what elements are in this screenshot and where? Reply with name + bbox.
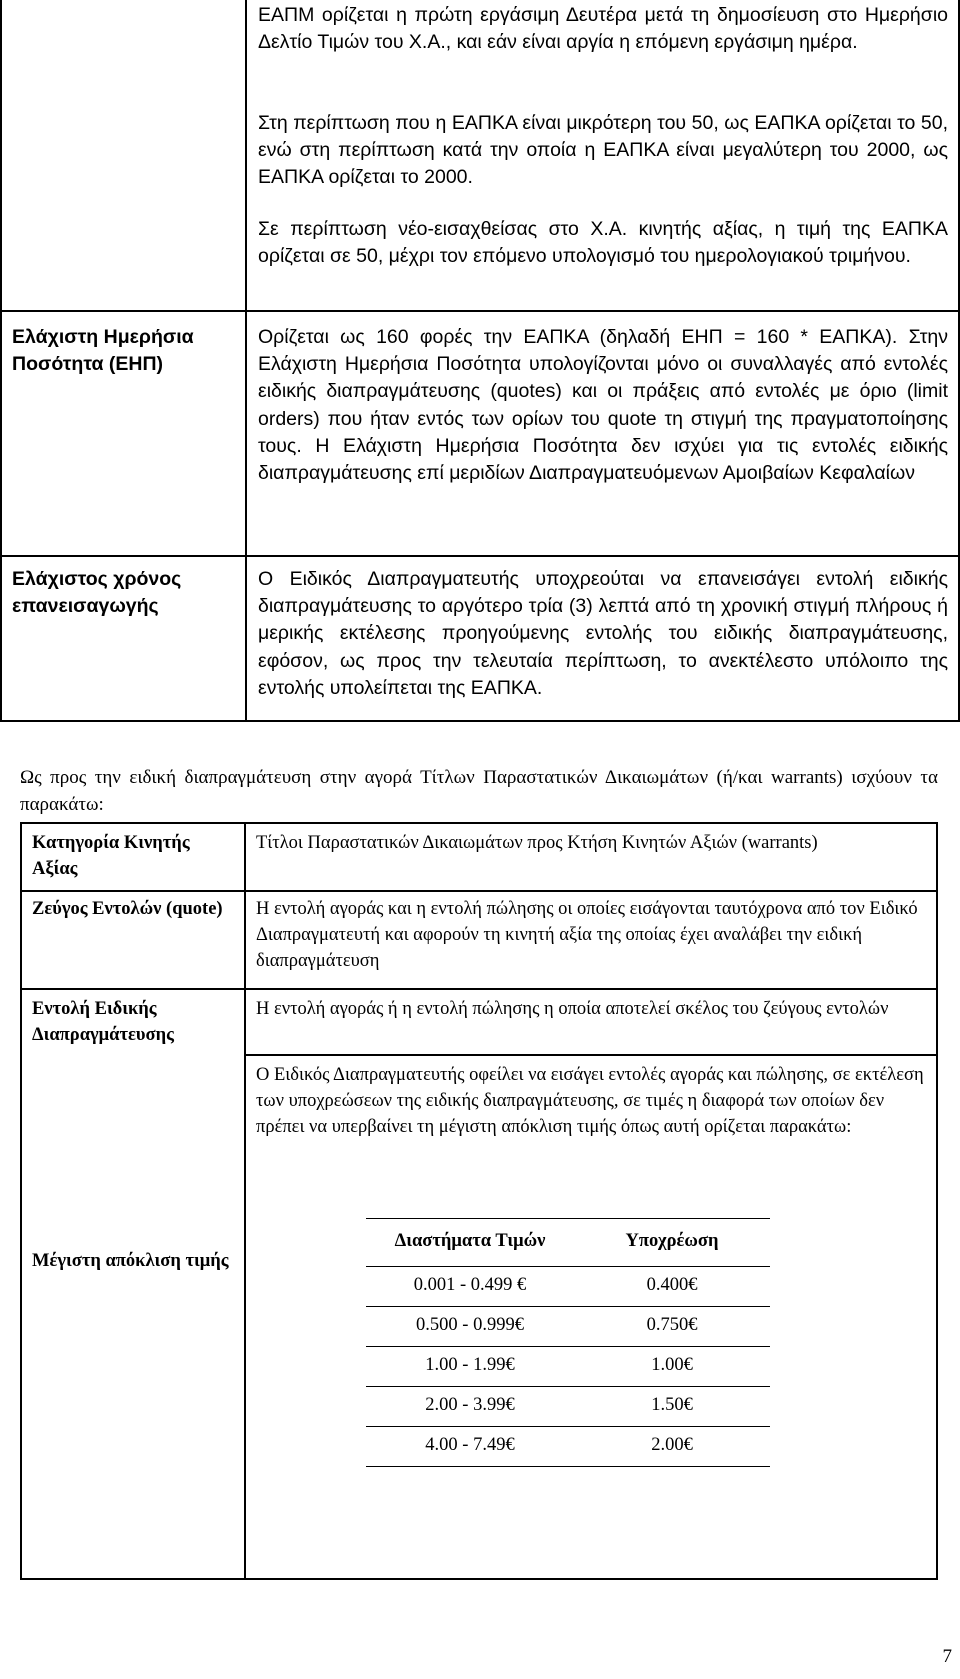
table-2-row-divider [20,890,938,892]
price-range-cell: 0.500 - 0.999€ [416,1315,524,1335]
inner-table-row-divider [366,1346,770,1347]
inner-table-row-divider [366,1426,770,1427]
max-price-deviation-text: Ο Ειδικός Διαπραγματευτής οφείλει να εισάγει εντολές αγοράς και πώλησης, σε εκτέλεση των υποχρεώσεων της ειδικής διαπραγμάτευσης, σε τιμές η διαφορά των οποίων δεν πρέπει να υπερβαίνει τη μέγιστη απόκλιση τιμής όπως αυτή ορίζεται παρακάτω: [256,1065,924,1137]
obligation-cell: 0.750€ [646,1315,698,1335]
price-range-cell: 1.00 - 1.99€ [425,1355,515,1375]
row-label-quote: Ζεύγος Εντολών (quote) [32,899,223,919]
quote-text: Η εντολή αγοράς και η εντολή πώλησης οι οποίες εισάγονται ταυτόχρονα από τον Ειδικό Διαπραγματευτή και αφορούν τη κινητή αξία της οποίας έχει αναλάβει την ειδική διαπραγμάτευση [256,899,918,971]
row-label-special-order: Εντολή Ειδικής Διαπραγμάτευσης [32,999,174,1045]
inner-table-row-divider [366,1306,770,1307]
price-range-cell: 0.001 - 0.499 € [413,1275,527,1295]
price-range-cell: 4.00 - 7.49€ [425,1435,515,1455]
security-category-text: Τίτλοι Παραστατικών Δικαιωμάτων προς Κτήση Κινητών Αξιών (warrants) [256,833,818,853]
new-listing-paragraph: Σε περίπτωση νέο-εισαχθείσας στο Χ.Α. κινητής αξίας, η τιμή της ΕΑΠΚΑ ορίζεται σε 50, μέχρι τον επόμενο υπολογισμό του ημερολογιακού τριμήνου. [258,218,948,268]
inner-table-row-divider [366,1266,770,1267]
table-2-right-border [936,822,938,1580]
inner-table-bottom-border [366,1466,770,1467]
inner-table-top-border [366,1218,770,1219]
special-order-text: Η εντολή αγοράς ή η εντολή πώλησης η οποία αποτελεί σκέλος του ζεύγους εντολών [256,999,889,1019]
table-2-row-divider [244,1054,938,1056]
obligation-cell: 1.50€ [651,1395,693,1415]
table-1-left-border [0,0,2,722]
table-2-left-border [20,822,22,1580]
table-1-middle-border [245,0,247,722]
table-1-right-border [958,0,960,722]
eapka-limits-paragraph: Στη περίπτωση που η ΕΑΠΚΑ είναι μικρότερη του 50, ως ΕΑΠΚΑ ορίζεται το 50, ενώ στη περίπτωση κατά την οποία η ΕΑΠΚΑ είναι μεγαλύτερη του 2000, ως ΕΑΠΚΑ ορίζεται το 2000. [258,112,948,189]
row-label-min-daily-quantity: Ελάχιστη Ημερήσια Ποσότητα (ΕΗΠ) [12,326,194,375]
row-label-security-category: Κατηγορία Κινητής Αξίας [32,833,190,879]
row-label-max-price-deviation: Μέγιστη απόκλιση τιμής [32,1251,229,1271]
obligation-cell: 1.00€ [651,1355,693,1375]
min-reentry-time-text: Ο Ειδικός Διαπραγματευτής υποχρεούται να επανεισάγει εντολή ειδικής διαπραγμάτευσης το αργότερο τρία (3) λεπτά από τη χρονική στιγμή πλήρους ή μερικής εκτέλεσης προηγούμενης εντολής του ειδικής διαπραγμάτευσης, εφόσον, ως προς την τελευταία περίπτωση, το ανεκτέλεστο υπόλοιπο της εντολής υπολείπεται της ΕΑΠΚΑ. [258,568,948,699]
inner-header-price-ranges: Διαστήματα Τιμών [394,1231,546,1251]
price-range-cell: 2.00 - 3.99€ [425,1395,515,1415]
table-2-top-border [20,822,938,824]
obligation-cell: 2.00€ [651,1435,693,1455]
table-2-middle-border [244,822,246,1580]
table-1-row-divider [0,310,960,312]
page-number: 7 [942,1646,952,1667]
eapm-paragraph: ΕΑΠΜ ορίζεται η πρώτη εργάσιμη Δευτέρα μετά τη δημοσίευση στο Ημερήσιο Δελτίο Τιμών του Χ.Α., και εάν είναι αργία η επόμενη εργάσιμη ημέρα. [258,4,948,54]
table-1-row-divider [0,555,960,557]
min-daily-quantity-text: Ορίζεται ως 160 φορές την ΕΑΠΚΑ (δηλαδή ΕΗΠ = 160 * ΕΑΠΚΑ). Στην Ελάχιστη Ημερήσια Ποσότητα υπολογίζονται μόνο οι συναλλαγές από εντολές ειδικής διαπραγμάτευσης (quotes) και οι πράξεις από εντολές με όριο (limit orders) που ήταν εντός των ορίων του quote τη στιγμή της πραγματοποίησης τους. Η Ελάχιστη Ημερήσια Ποσότητα δεν ισχύει για τις εντολές ειδικής διαπραγμάτευσης επί μεριδίων Διαπραγματευόμενων Αμοιβαίων Κεφαλαίων [258,326,948,485]
row-label-min-reentry-time: Ελάχιστος χρόνος επανεισαγωγής [12,568,182,617]
table-1-bottom-border [0,720,960,722]
inner-table-row-divider [366,1386,770,1387]
inner-header-obligation: Υποχρέωση [625,1231,719,1251]
table-2-row-divider [20,988,938,990]
intro-paragraph: Ως προς την ειδική διαπραγμάτευση στην αγορά Τίτλων Παραστατικών Δικαιωμάτων (ή/και warrants) ισχύουν τα παρακάτω: [20,767,938,815]
obligation-cell: 0.400€ [646,1275,698,1295]
table-2-bottom-border [20,1578,938,1580]
